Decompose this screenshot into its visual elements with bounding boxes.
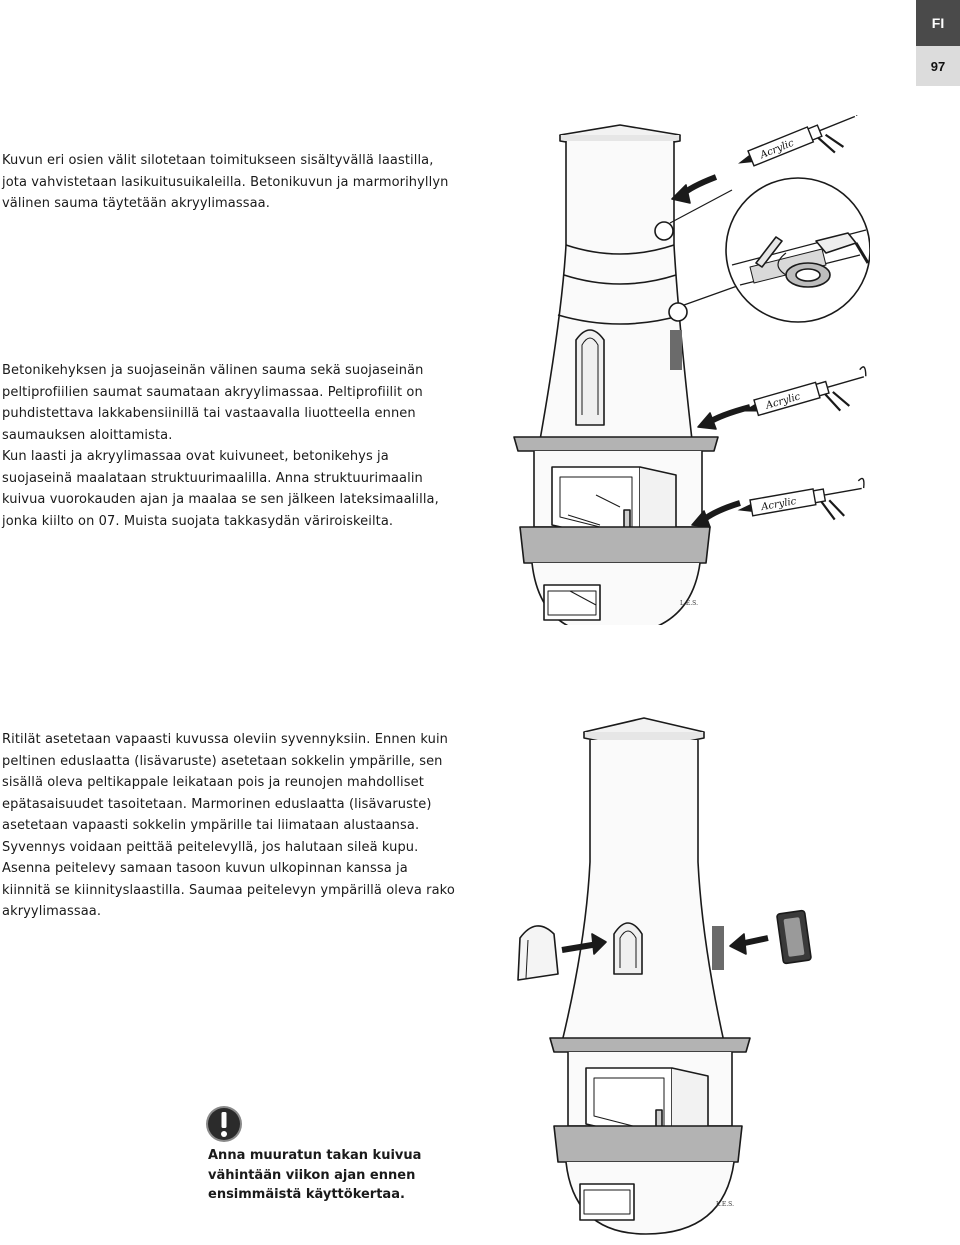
caulk-label: Acrylic — [764, 391, 802, 412]
model-mark: L.E.S. — [716, 1201, 734, 1208]
instruction-paragraph-grilles: Ritilät asetetaan vapaasti kuvussa oleviin syvennyksiin. Ennen kuin peltinen eduslaatta (lisävaruste) asetetaan sokkelin ympärille, sen sisällä oleva peltikappale leikataan pois ja reunojen mahdolliset epätasaisuudet tasoitetaan. Marmorinen eduslaatta (lisävaruste) asetetaan vapaasti sokkelin ympärille tai liimataan alustaansa. Syvennys voidaan peittää peitelevyllä, jos halutaan sileä kupu. Asenna peitelevy samaan tasoon kuvun ulkopinnan kanssa ja kiinnitä se kiinnityslaastilla. Saumaa peitelevyn ympärillä oleva rako akryylimassaa. — [2, 732, 455, 919]
language-code: FI — [916, 0, 960, 46]
caulk-label: Acrylic — [760, 496, 798, 514]
warning-text: Anna muuratun takan kuivua vähintään viikon ajan ennen ensimmäistä käyttökertaa. — [208, 1148, 422, 1202]
fireplace-caulking-illustration — [500, 115, 870, 625]
instruction-paragraph-painting: Betonikehyksen ja suojaseinän välinen sauma sekä suojaseinän peltiprofiilien saumat saumataan akryylimassaa. Peltiprofiilit on puhdistettava lakkabensiinillä tai vastaavalla liuotteella ennen saumauksen aloittamista. Kun laasti ja akryylimassaa ovat kuivuneet, betonikehys ja suojaseinä maalataan struktuurimaalilla. Anna struktuurimaalin kuivua vuorokauden ajan ja maalaa se sen jälkeen lateksimaalilla, jonka kiilto on 07. Muista suojata takkasydän väriroiskeilta. — [2, 363, 439, 529]
model-mark: L.E.S. — [680, 600, 698, 607]
instruction-paragraph-seams: Kuvun eri osien välit silotetaan toimitukseen sisältyvällä laastilla, jota vahvistetaan lasikuitusuikaleilla. Betonikuvun ja marmorihyllyn välinen sauma täytetään akryylimassaa. — [2, 153, 449, 211]
caulk-gun-icon — [734, 115, 867, 188]
caulk-gun-icon — [740, 366, 870, 436]
exclamation-icon — [204, 1104, 244, 1144]
caulk-label: Acrylic — [758, 137, 796, 162]
caulk-gun-icon — [736, 478, 870, 536]
fireplace-grille-illustration — [510, 712, 850, 1242]
page-tab — [916, 0, 960, 86]
page-number: 97 — [916, 46, 960, 86]
